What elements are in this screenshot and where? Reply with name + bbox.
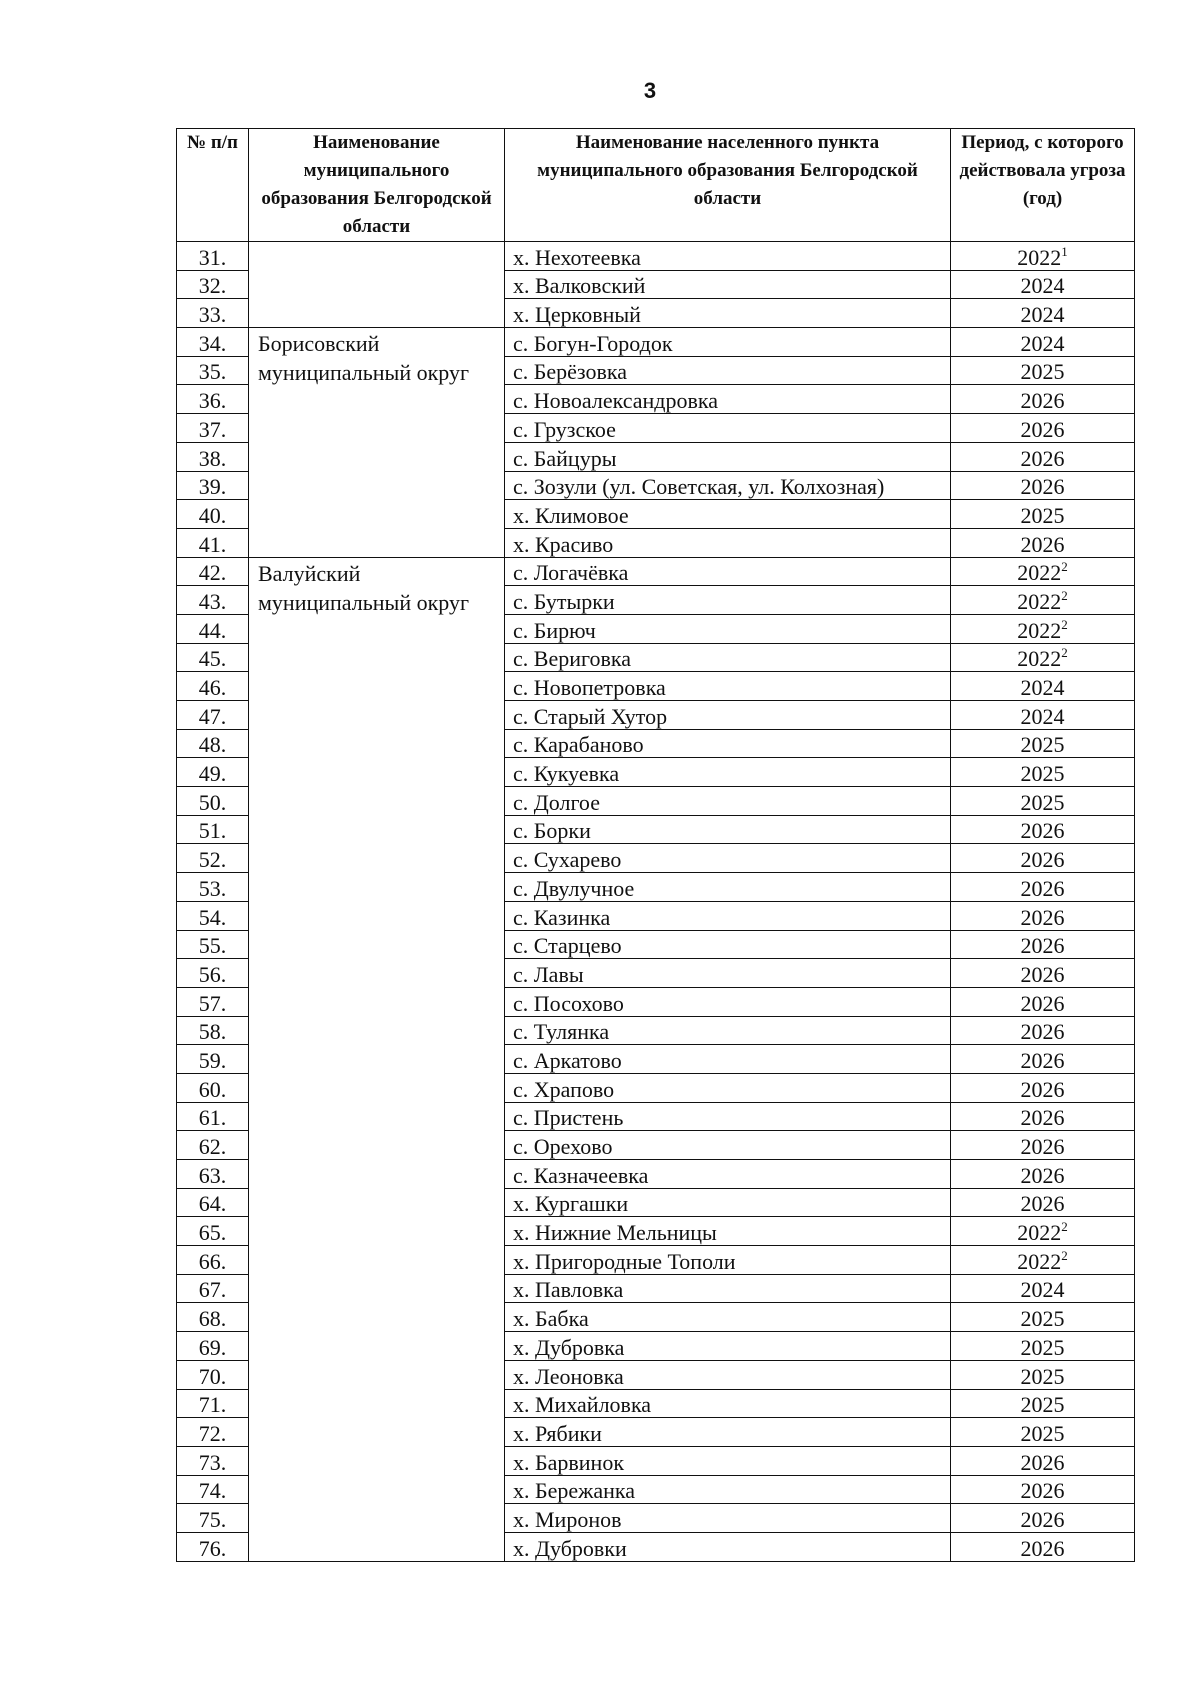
threat-period-year <box>951 901 1135 930</box>
year-value: 2026 <box>1020 990 1065 1016</box>
municipality-name-line: муниципальный округ <box>258 589 470 615</box>
threat-period-year <box>951 385 1135 414</box>
year-value: 2026 <box>1020 1076 1065 1102</box>
threat-period-year <box>951 1217 1135 1246</box>
threat-period-year <box>951 1073 1135 1102</box>
year-value: 2022 <box>1017 1248 1062 1274</box>
threat-period-year <box>951 528 1135 557</box>
threat-period-year <box>951 614 1135 643</box>
locality-name: х. Дубровка <box>505 1332 951 1361</box>
threat-period-year <box>951 1246 1135 1275</box>
locality-name: х. Климовое <box>505 500 951 529</box>
threat-period-year <box>951 873 1135 902</box>
threat-period-year <box>951 1131 1135 1160</box>
row-number: 58. <box>177 1016 249 1045</box>
locality-name: с. Старый Хутор <box>505 701 951 730</box>
year-value: 2025 <box>1020 732 1065 758</box>
threat-period-year <box>951 1475 1135 1504</box>
year-value: 2025 <box>1020 1420 1065 1446</box>
locality-name: с. Храпово <box>505 1073 951 1102</box>
year-value: 2026 <box>1020 1134 1065 1159</box>
year-value: 2026 <box>1020 388 1065 414</box>
footnote-marker: 1 <box>1061 243 1068 259</box>
year-value: 2026 <box>1020 1449 1065 1475</box>
locality-name: х. Кургашки <box>505 1188 951 1217</box>
threat-period-year <box>951 701 1135 730</box>
row-number: 73. <box>177 1446 249 1475</box>
threat-period-year <box>951 815 1135 844</box>
row-number: 42. <box>177 557 249 586</box>
locality-name: с. Пристень <box>505 1102 951 1131</box>
header-num: № п/п <box>177 129 249 242</box>
row-number: 64. <box>177 1188 249 1217</box>
locality-name: х. Рябики <box>505 1418 951 1447</box>
year-value: 2026 <box>1020 1105 1065 1131</box>
threat-period-year <box>951 1102 1135 1131</box>
year-value: 2025 <box>1020 1334 1065 1360</box>
row-number: 63. <box>177 1160 249 1189</box>
page-number: 3 <box>643 78 657 103</box>
header-municipality: Наименование муниципального образования Белгородской области <box>249 129 505 242</box>
settlements-table <box>176 128 1135 1562</box>
year-value: 2025 <box>1020 1306 1065 1332</box>
locality-name: с. Сухарево <box>505 844 951 873</box>
footnote-marker: 2 <box>1061 559 1068 575</box>
locality-name: х. Павловка <box>505 1274 951 1303</box>
year-value: 2022 <box>1017 646 1062 672</box>
locality-name: х. Бабка <box>505 1303 951 1332</box>
year-value: 2022 <box>1017 1220 1062 1246</box>
municipality-cell <box>249 242 505 328</box>
locality-name: с. Долгое <box>505 787 951 816</box>
row-number: 40. <box>177 500 249 529</box>
row-number: 52. <box>177 844 249 873</box>
footnote-marker: 2 <box>1061 1247 1068 1263</box>
locality-name: с. Бутырки <box>505 586 951 615</box>
row-number: 36. <box>177 385 249 414</box>
threat-period-year <box>951 270 1135 299</box>
row-number: 72. <box>177 1418 249 1447</box>
locality-name: с. Новопетровка <box>505 672 951 701</box>
year-value: 2025 <box>1020 502 1065 528</box>
threat-period-year <box>951 1274 1135 1303</box>
row-number: 68. <box>177 1303 249 1332</box>
locality-name: х. Миронов <box>505 1504 951 1533</box>
row-number: 76. <box>177 1532 249 1561</box>
year-value: 2024 <box>1020 703 1065 729</box>
locality-name: с. Казначеевка <box>505 1160 951 1189</box>
row-number: 67. <box>177 1274 249 1303</box>
row-number: 49. <box>177 758 249 787</box>
row-number: 45. <box>177 643 249 672</box>
table-row <box>177 242 1135 271</box>
year-value: 2025 <box>1020 1363 1065 1389</box>
year-value: 2026 <box>1020 474 1065 500</box>
table-row <box>177 557 1135 586</box>
year-value: 2026 <box>1020 1019 1065 1045</box>
year-value: 2026 <box>1020 1047 1065 1073</box>
year-value: 2026 <box>1020 818 1065 844</box>
row-number: 31. <box>177 242 249 271</box>
threat-period-year <box>951 442 1135 471</box>
threat-period-year <box>951 1504 1135 1533</box>
row-number: 69. <box>177 1332 249 1361</box>
locality-name: с. Казинка <box>505 901 951 930</box>
threat-period-year <box>951 1360 1135 1389</box>
municipality-name-line: муниципальный округ <box>258 360 470 386</box>
row-number: 37. <box>177 414 249 443</box>
threat-period-year <box>951 1532 1135 1561</box>
row-number: 71. <box>177 1389 249 1418</box>
municipality-cell <box>249 557 505 1561</box>
row-number: 47. <box>177 701 249 730</box>
threat-period-year <box>951 1303 1135 1332</box>
threat-period-year <box>951 328 1135 357</box>
row-number: 44. <box>177 614 249 643</box>
year-value: 2026 <box>1020 1535 1065 1561</box>
locality-name: с. Логачёвка <box>505 557 951 586</box>
threat-period-year <box>951 672 1135 701</box>
threat-period-year <box>951 729 1135 758</box>
row-number: 34. <box>177 328 249 357</box>
year-value: 2024 <box>1020 302 1065 328</box>
locality-name: с. Новоалександровка <box>505 385 951 414</box>
threat-period-year <box>951 299 1135 328</box>
row-number: 65. <box>177 1217 249 1246</box>
row-number: 53. <box>177 873 249 902</box>
year-value: 2026 <box>1020 961 1065 987</box>
footnote-marker: 2 <box>1061 1219 1068 1235</box>
locality-name: х. Барвинок <box>505 1446 951 1475</box>
threat-period-year <box>951 643 1135 672</box>
year-value: 2024 <box>1020 273 1065 299</box>
locality-name: х. Пригородные Тополи <box>505 1246 951 1275</box>
threat-period-year <box>951 787 1135 816</box>
locality-name: х. Леоновка <box>505 1360 951 1389</box>
footnote-marker: 2 <box>1061 587 1068 603</box>
municipality-cell <box>249 328 505 558</box>
footnote-marker: 2 <box>1061 645 1068 661</box>
year-value: 2024 <box>1020 330 1065 356</box>
year-value: 2026 <box>1020 445 1065 471</box>
row-number: 48. <box>177 729 249 758</box>
threat-period-year <box>951 242 1135 271</box>
threat-period-year <box>951 987 1135 1016</box>
year-value: 2026 <box>1020 1506 1065 1532</box>
locality-name: с. Двулучное <box>505 873 951 902</box>
row-number: 41. <box>177 528 249 557</box>
locality-name: х. Церковный <box>505 299 951 328</box>
year-value: 2025 <box>1020 359 1065 385</box>
locality-name: с. Берёзовка <box>505 356 951 385</box>
threat-period-year <box>951 930 1135 959</box>
locality-name: с. Кукуевка <box>505 758 951 787</box>
year-value: 2026 <box>1020 904 1065 930</box>
year-value: 2024 <box>1020 675 1065 700</box>
year-value: 2025 <box>1020 1392 1065 1418</box>
year-value: 2026 <box>1020 875 1065 901</box>
locality-name: х. Валковский <box>505 270 951 299</box>
year-value: 2022 <box>1017 617 1062 643</box>
threat-period-year <box>951 1045 1135 1074</box>
row-number: 50. <box>177 787 249 816</box>
threat-period-year <box>951 500 1135 529</box>
row-number: 74. <box>177 1475 249 1504</box>
year-value: 2026 <box>1020 531 1065 557</box>
year-value: 2026 <box>1020 847 1065 873</box>
table-row <box>177 328 1135 357</box>
locality-name: с. Аркатово <box>505 1045 951 1074</box>
threat-period-year <box>951 1160 1135 1189</box>
row-number: 32. <box>177 270 249 299</box>
locality-name: х. Нижние Мельницы <box>505 1217 951 1246</box>
locality-name: х. Нехотеевка <box>505 242 951 271</box>
row-number: 51. <box>177 815 249 844</box>
year-value: 2024 <box>1020 1277 1065 1303</box>
threat-period-year <box>951 758 1135 787</box>
locality-name: х. Михайловка <box>505 1389 951 1418</box>
row-number: 39. <box>177 471 249 500</box>
row-number: 66. <box>177 1246 249 1275</box>
locality-name: с. Грузское <box>505 414 951 443</box>
table-header-row <box>177 129 1135 242</box>
threat-period-year <box>951 959 1135 988</box>
year-value: 2025 <box>1020 789 1065 815</box>
locality-name: с. Лавы <box>505 959 951 988</box>
threat-period-year <box>951 1418 1135 1447</box>
year-value: 2022 <box>1017 560 1062 586</box>
municipality-name-line: Борисовский <box>258 331 380 357</box>
threat-period-year <box>951 414 1135 443</box>
year-value: 2026 <box>1020 1191 1065 1217</box>
locality-name: с. Посохово <box>505 987 951 1016</box>
threat-period-year <box>951 557 1135 586</box>
row-number: 54. <box>177 901 249 930</box>
locality-name: с. Карабаново <box>505 729 951 758</box>
locality-name: х. Дубровки <box>505 1532 951 1561</box>
locality-name: с. Байцуры <box>505 442 951 471</box>
table-body <box>177 242 1135 1562</box>
row-number: 55. <box>177 930 249 959</box>
year-value: 2022 <box>1017 588 1062 614</box>
row-number: 60. <box>177 1073 249 1102</box>
year-value: 2022 <box>1017 244 1062 270</box>
locality-name: х. Бережанка <box>505 1475 951 1504</box>
locality-name: х. Красиво <box>505 528 951 557</box>
year-value: 2026 <box>1020 1162 1065 1188</box>
row-number: 33. <box>177 299 249 328</box>
locality-name: с. Бирюч <box>505 614 951 643</box>
threat-period-year <box>951 471 1135 500</box>
locality-name: с. Борки <box>505 815 951 844</box>
threat-period-year <box>951 1332 1135 1361</box>
locality-name: с. Вериговка <box>505 643 951 672</box>
locality-name: с. Старцево <box>505 930 951 959</box>
row-number: 38. <box>177 442 249 471</box>
header-locality: Наименование населенного пункта муниципального образования Белгородской области <box>505 129 951 242</box>
year-value: 2026 <box>1020 933 1065 959</box>
row-number: 59. <box>177 1045 249 1074</box>
row-number: 62. <box>177 1131 249 1160</box>
row-number: 70. <box>177 1360 249 1389</box>
header-period: Период, с которого действовала угроза (год) <box>951 129 1135 242</box>
threat-period-year <box>951 1188 1135 1217</box>
locality-name: с. Орехово <box>505 1131 951 1160</box>
footnote-marker: 2 <box>1061 616 1068 632</box>
municipality-name-line: Валуйский <box>258 560 361 586</box>
year-value: 2025 <box>1020 761 1065 787</box>
threat-period-year <box>951 1446 1135 1475</box>
threat-period-year <box>951 844 1135 873</box>
year-value: 2026 <box>1020 416 1065 442</box>
year-value: 2026 <box>1020 1478 1065 1504</box>
row-number: 46. <box>177 672 249 701</box>
row-number: 61. <box>177 1102 249 1131</box>
row-number: 56. <box>177 959 249 988</box>
threat-period-year <box>951 1016 1135 1045</box>
row-number: 35. <box>177 356 249 385</box>
threat-period-year <box>951 586 1135 615</box>
threat-period-year <box>951 356 1135 385</box>
row-number: 57. <box>177 987 249 1016</box>
locality-name: с. Богун-Городок <box>505 328 951 357</box>
row-number: 43. <box>177 586 249 615</box>
row-number: 75. <box>177 1504 249 1533</box>
locality-name: с. Тулянка <box>505 1016 951 1045</box>
locality-name: с. Зозули (ул. Советская, ул. Колхозная) <box>505 471 951 500</box>
threat-period-year <box>951 1389 1135 1418</box>
